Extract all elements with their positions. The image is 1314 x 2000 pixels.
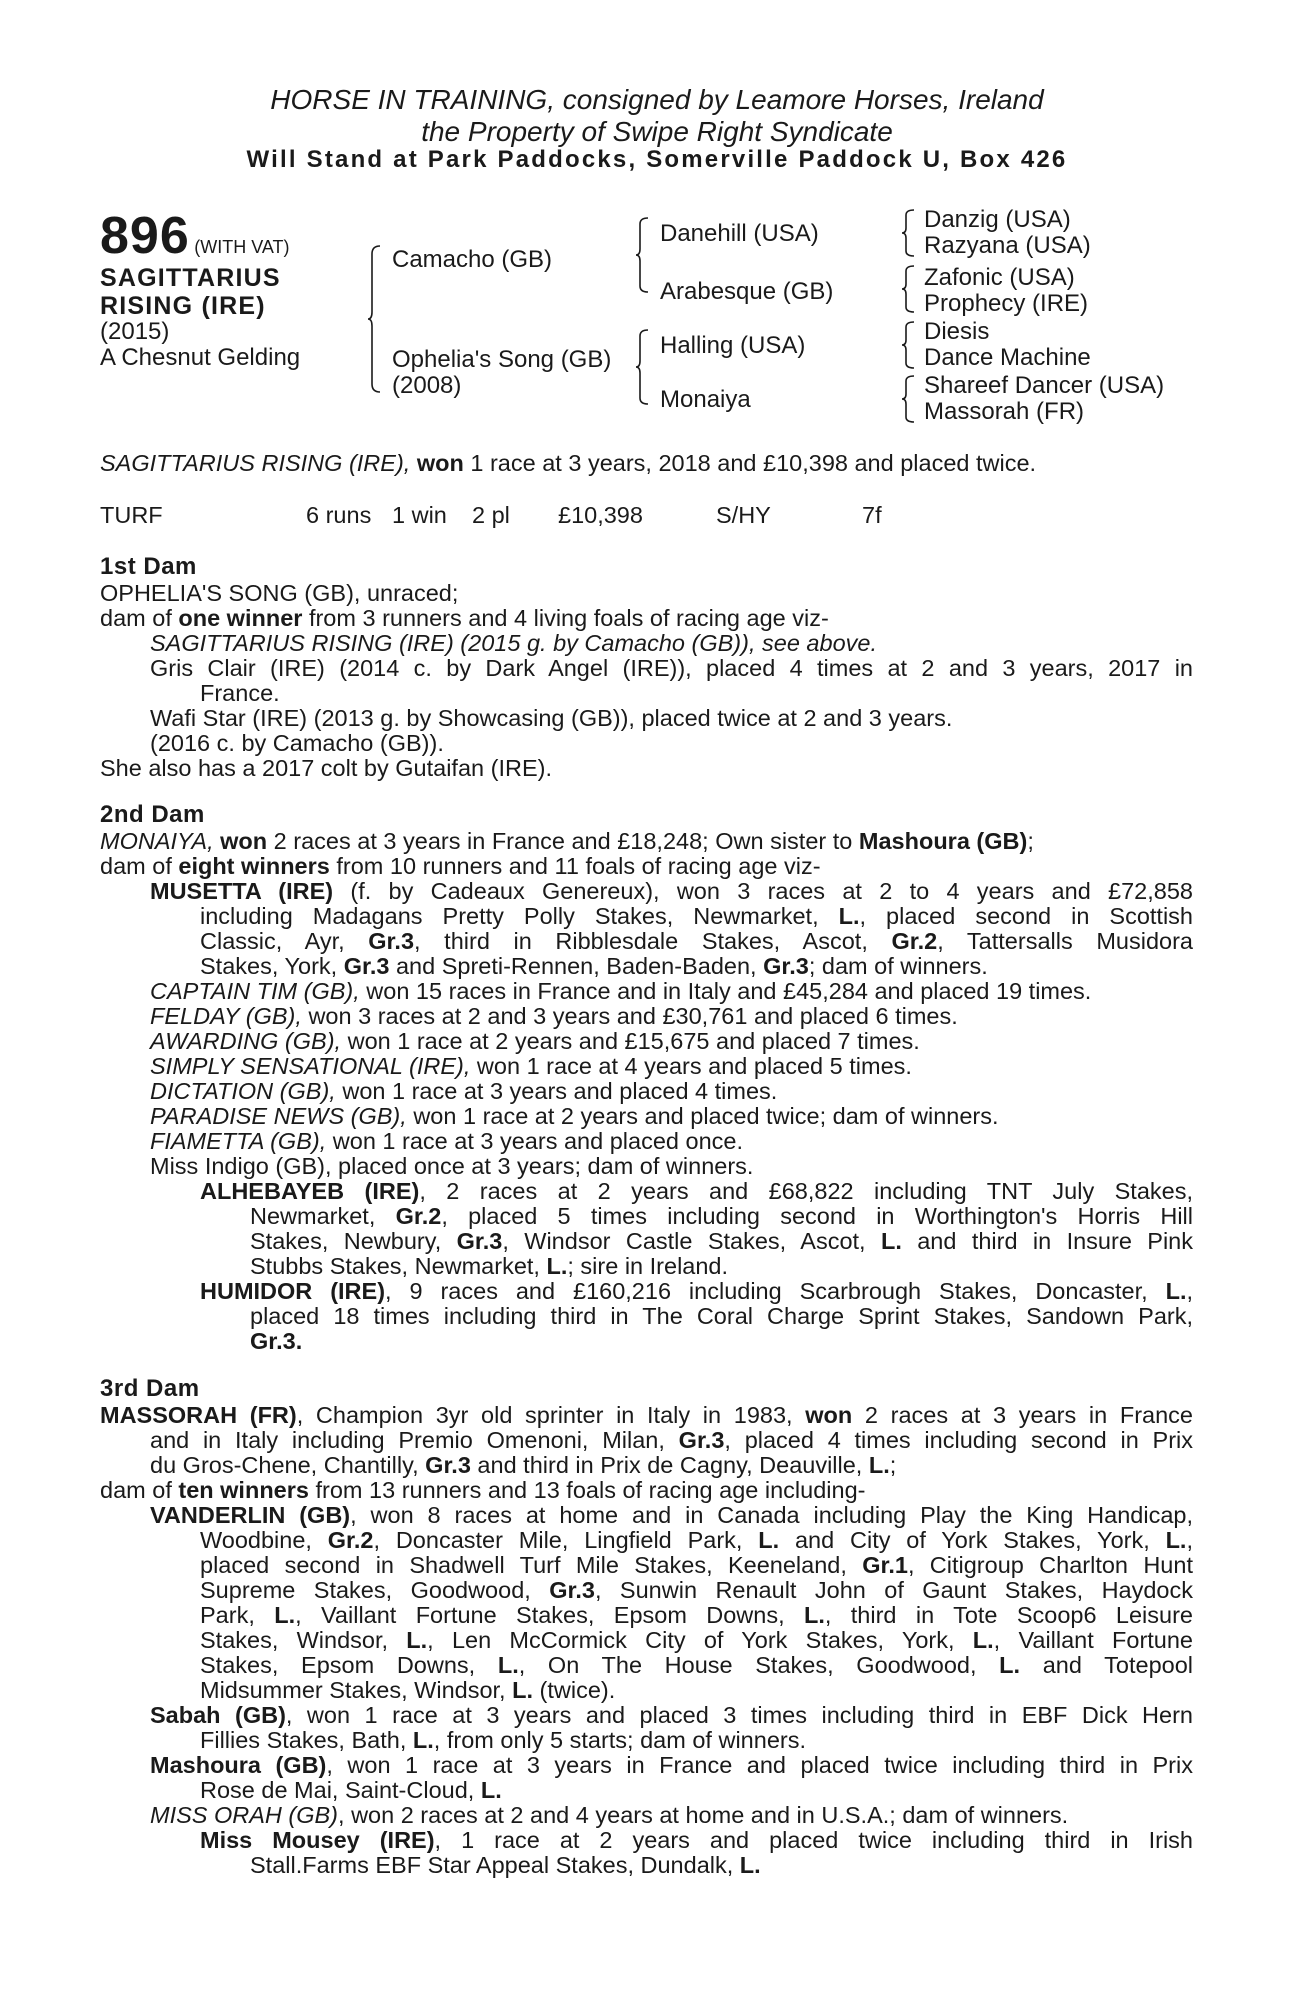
bracket-g2	[902, 266, 916, 312]
third-dam-line-cont: du Gros-Chene, Chantilly, Gr.3 and third in Prix de Cagny, Deauville, L.;	[150, 1452, 897, 1478]
grand-produce-entry-cont: Stakes, Newbury, Gr.3, Windsor Castle Stakes, Ascot, L. and third in Insure Pink	[250, 1228, 1193, 1254]
sire-bracket	[636, 218, 650, 292]
produce-entry-cont: Stakes, Windsor, L., Len McCormick City of York Stakes, York, L., Vaillant Fortune	[200, 1627, 1193, 1653]
ancestor-g2: Razyana (USA)	[924, 232, 1091, 259]
first-dam-line: OPHELIA'S SONG (GB), unraced;	[100, 580, 459, 606]
second-dam-line: MONAIYA, won 2 races at 3 years in France and £18,248; Own sister to Mashoura (GB);	[100, 828, 1034, 854]
pedigree-main-bracket	[368, 246, 382, 392]
produce-entry: Sabah (GB), won 1 race at 3 years and placed 3 times including third in EBF Dick Hern	[150, 1702, 1193, 1728]
ancestor-g3: Zafonic (USA)	[924, 264, 1075, 291]
ancestor-g7: Shareef Dancer (USA)	[924, 372, 1165, 399]
produce-entry: DICTATION (GB), won 1 race at 3 years and placed 4 times.	[150, 1078, 778, 1104]
horse-name-line2: RISING (IRE)	[100, 292, 266, 320]
produce-entry-cont: Stakes, York, Gr.3 and Spreti-Rennen, Baden-Baden, Gr.3; dam of winners.	[200, 953, 988, 979]
dam-name: Ophelia's Song (GB)	[392, 346, 612, 373]
surface: TURF	[100, 502, 163, 528]
produce-entry: Wafi Star (IRE) (2013 g. by Showcasing (GB)), placed twice at 2 and 3 years.	[150, 705, 953, 731]
foaling-year: (2015)	[100, 318, 170, 345]
sire-name: Camacho (GB)	[392, 246, 553, 273]
produce-entry: FELDAY (GB), won 3 races at 2 and 3 years and £30,761 and placed 6 times.	[150, 1003, 958, 1029]
produce-entry-cont: France.	[200, 680, 280, 706]
first-dam-heading: 1st Dam	[100, 553, 197, 580]
third-dam-line-cont: and in Italy including Premio Omenoni, Milan, Gr.3, placed 4 times including second in Prix	[150, 1427, 1193, 1453]
dam-sire-name: Halling (USA)	[660, 332, 806, 359]
ancestor-g8: Massorah (FR)	[924, 398, 1085, 425]
grand-produce-entry-cont: placed 18 times including third in The Coral Charge Sprint Stakes, Sandown Park,	[250, 1303, 1193, 1329]
stabling-line: Will Stand at Park Paddocks, Somerville Paddock U, Box 426	[246, 146, 1068, 173]
ancestor-g5: Diesis	[924, 318, 990, 345]
produce-note: She also has a 2017 colt by Gutaifan (IRE).	[100, 755, 552, 781]
placings: 2 pl	[472, 502, 510, 528]
third-dam-produce-intro: dam of ten winners from 13 runners and 13 foals of racing age including-	[100, 1477, 866, 1503]
dam-dam-name: Monaiya	[660, 386, 751, 413]
produce-entry: CAPTAIN TIM (GB), won 15 races in France and in Italy and £45,284 and placed 19 times.	[150, 978, 1092, 1004]
produce-entry-cont: Stakes, Epsom Downs, L., On The House Stakes, Goodwood, L. and Totepool	[200, 1652, 1193, 1678]
going: S/HY	[716, 502, 771, 528]
sire-sire-name: Danehill (USA)	[660, 220, 819, 247]
distance: 7f	[862, 502, 882, 528]
produce-entry-cont: including Madagans Pretty Polly Stakes, Newmarket, L., placed second in Scottish	[200, 903, 1193, 929]
produce-entry: (2016 c. by Camacho (GB)).	[150, 730, 444, 756]
third-dam-line: MASSORAH (FR), Champion 3yr old sprinter in Italy in 1983, won 2 races at 3 years in France	[100, 1402, 1193, 1428]
runs: 6 runs	[306, 502, 372, 528]
grand-produce-entry: ALHEBAYEB (IRE), 2 races at 2 years and £68,822 including TNT July Stakes,	[200, 1178, 1193, 1204]
produce-entry-cont: Fillies Stakes, Bath, L., from only 5 starts; dam of winners.	[200, 1727, 806, 1753]
produce-entry: MISS ORAH (GB), won 2 races at 2 and 4 years at home and in U.S.A.; dam of winners.	[150, 1802, 1069, 1828]
bracket-g1	[902, 210, 916, 256]
horse-description: A Chesnut Gelding	[100, 344, 301, 371]
grand-produce-entry: Miss Mousey (IRE), 1 race at 2 years and placed twice including third in Irish	[200, 1827, 1193, 1853]
first-dam-produce-intro: dam of one winner from 3 runners and 4 living foals of racing age viz-	[100, 605, 829, 631]
produce-entry: Miss Indigo (GB), placed once at 3 years; dam of winners.	[150, 1153, 754, 1179]
race-summary: SAGITTARIUS RISING (IRE), won 1 race at 3 years, 2018 and £10,398 and placed twice.	[100, 450, 1037, 476]
earnings: £10,398	[558, 502, 643, 528]
produce-entry: Mashoura (GB), won 1 race at 3 years in France and placed twice including third in Prix	[150, 1752, 1193, 1778]
race-record-row	[0, 502, 1314, 528]
bracket-g3	[902, 322, 916, 368]
produce-entry-cont: placed second in Shadwell Turf Mile Stakes, Keeneland, Gr.1, Citigroup Charlton Hunt	[200, 1552, 1193, 1578]
produce-entry: PARADISE NEWS (GB), won 1 race at 2 years and placed twice; dam of winners.	[150, 1103, 999, 1129]
ancestor-g6: Dance Machine	[924, 344, 1091, 371]
produce-entry: Gris Clair (IRE) (2014 c. by Dark Angel (IRE)), placed 4 times at 2 and 3 years, 2017 in	[150, 655, 1193, 681]
produce-entry: MUSETTA (IRE) (f. by Cadeaux Genereux), won 3 races at 2 to 4 years and £72,858	[150, 878, 1193, 904]
consignor-line: HORSE IN TRAINING, consigned by Leamore Horses, Ireland	[270, 84, 1044, 115]
wins: 1 win	[392, 502, 447, 528]
produce-entry-cont: Park, L., Vaillant Fortune Stakes, Epsom Downs, L., third in Tote Scoop6 Leisure	[200, 1602, 1193, 1628]
bracket-g4	[902, 376, 916, 422]
grand-produce-entry-cont: Stubbs Stakes, Newmarket, L.; sire in Ireland.	[250, 1253, 729, 1279]
sire-dam-name: Arabesque (GB)	[660, 278, 834, 305]
produce-entry: VANDERLIN (GB), won 8 races at home and in Canada including Play the King Handicap,	[150, 1502, 1193, 1528]
grand-produce-entry-cont: Stall.Farms EBF Star Appeal Stakes, Dundalk, L.	[250, 1852, 761, 1878]
produce-entry-cont: Midsummer Stakes, Windsor, L. (twice).	[200, 1677, 616, 1703]
lot-number: 896	[100, 207, 190, 265]
grand-produce-entry-cont: Newmarket, Gr.2, placed 5 times including second in Worthington's Horris Hill	[250, 1203, 1193, 1229]
ancestor-g1: Danzig (USA)	[924, 206, 1071, 233]
vat-note: (WITH VAT)	[194, 237, 290, 257]
lot-number-block	[100, 206, 290, 266]
horse-name-line1: SAGITTARIUS	[100, 264, 281, 292]
produce-entry: AWARDING (GB), won 1 race at 2 years and £15,675 and placed 7 times.	[150, 1028, 920, 1054]
third-dam-heading: 3rd Dam	[100, 1375, 200, 1402]
produce-entry-cont: Woodbine, Gr.2, Doncaster Mile, Lingfield Park, L. and City of York Stakes, York, L.,	[200, 1527, 1193, 1553]
grand-produce-entry: HUMIDOR (IRE), 9 races and £160,216 including Scarbrough Stakes, Doncaster, L.,	[200, 1278, 1193, 1304]
property-line: the Property of Swipe Right Syndicate	[421, 116, 893, 147]
second-dam-heading: 2nd Dam	[100, 801, 205, 828]
dam-bracket	[636, 330, 650, 404]
produce-entry: SIMPLY SENSATIONAL (IRE), won 1 race at 4 years and placed 5 times.	[150, 1053, 912, 1079]
grand-produce-entry-cont: Gr.3.	[250, 1328, 303, 1354]
ancestor-g4: Prophecy (IRE)	[924, 290, 1089, 317]
second-dam-produce-intro: dam of eight winners from 10 runners and 11 foals of racing age viz-	[100, 853, 821, 879]
produce-entry-cont: Rose de Mai, Saint-Cloud, L.	[200, 1777, 502, 1803]
produce-entry-cont: Supreme Stakes, Goodwood, Gr.3, Sunwin Renault John of Gaunt Stakes, Haydock	[200, 1577, 1193, 1603]
produce-entry: SAGITTARIUS RISING (IRE) (2015 g. by Camacho (GB)), see above.	[150, 630, 877, 656]
produce-entry-cont: Classic, Ayr, Gr.3, third in Ribblesdale Stakes, Ascot, Gr.2, Tattersalls Musidora	[200, 928, 1193, 954]
produce-entry: FIAMETTA (GB), won 1 race at 3 years and placed once.	[150, 1128, 743, 1154]
dam-year: (2008)	[392, 372, 462, 399]
